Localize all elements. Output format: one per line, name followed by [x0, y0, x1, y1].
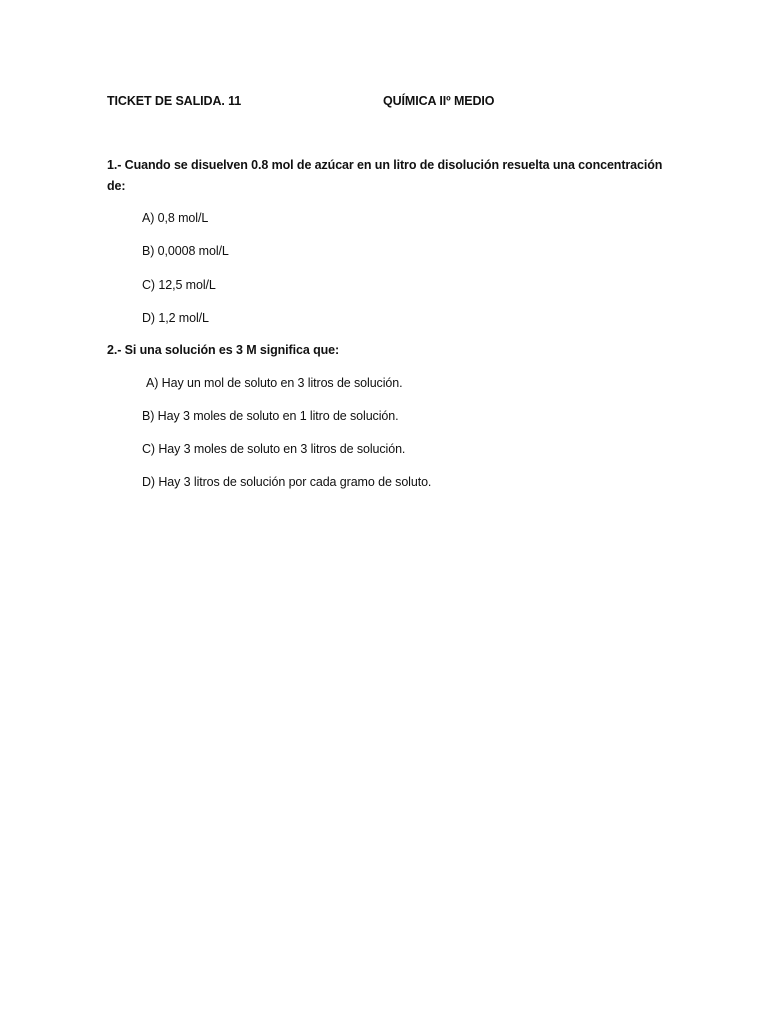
question-1-option-c: C) 12,5 mol/L — [142, 278, 216, 292]
question-1-stem: 1.- Cuando se disuelven 0.8 mol de azúcar en un litro de disolución resuelta una concentración — [107, 158, 663, 172]
question-2-option-b: B) Hay 3 moles de soluto en 1 litro de solución. — [142, 409, 399, 423]
subject-title: QUÍMICA IIº MEDIO — [383, 94, 495, 108]
question-1-option-d: D) 1,2 mol/L — [142, 311, 209, 325]
question-2-option-a: A) Hay un mol de soluto en 3 litros de solución. — [146, 376, 403, 390]
question-1-stem-continuation: de: — [107, 179, 126, 193]
question-2-option-d: D) Hay 3 litros de solución por cada gramo de soluto. — [142, 475, 432, 489]
question-1-option-b: B) 0,0008 mol/L — [142, 244, 229, 258]
ticket-title: TICKET DE SALIDA. 11 — [107, 94, 242, 108]
question-1-option-a: A) 0,8 mol/L — [142, 211, 209, 225]
question-2-option-c: C) Hay 3 moles de soluto en 3 litros de solución. — [142, 442, 406, 456]
question-2-stem: 2.- Si una solución es 3 M significa que: — [107, 343, 340, 357]
